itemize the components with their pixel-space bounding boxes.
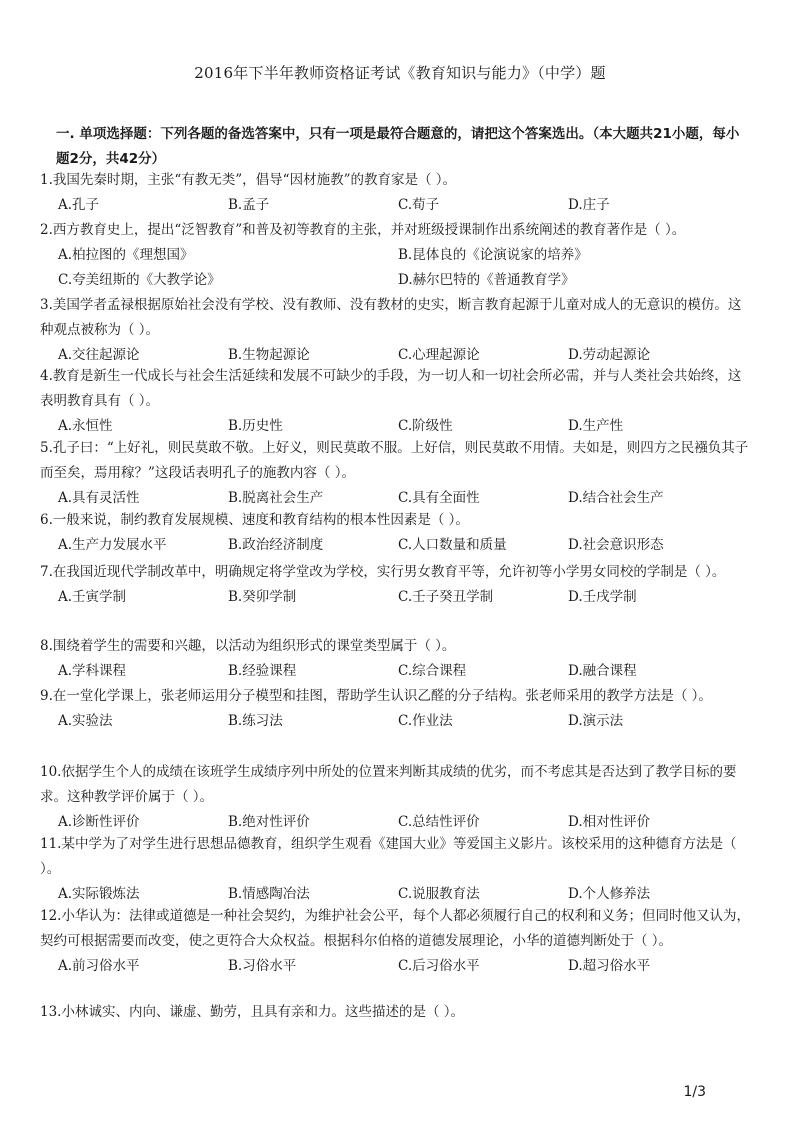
- option-a: A.前习俗水平: [58, 958, 140, 974]
- page-number: 1/3: [683, 1084, 706, 1100]
- option-c: C.总结性评价: [398, 814, 480, 830]
- option-a: A.孔子: [58, 197, 100, 213]
- option-a: A.壬寅学制: [58, 589, 127, 605]
- option-a: A.具有灵活性: [58, 490, 140, 506]
- option-d: D.超习俗水平: [568, 958, 651, 974]
- option-d: D.壬戌学制: [568, 589, 637, 605]
- question-stem: 1.我国先秦时期，主张“有教无类”，倡导“因材施教”的教育家是（ ）。: [40, 172, 457, 188]
- option-c: C.说服教育法: [398, 886, 480, 902]
- options-row: [40, 533, 750, 558]
- option-a: A.生产力发展水平: [58, 537, 167, 553]
- option-d: D.劳动起源论: [568, 347, 651, 363]
- option-a: A.学科课程: [58, 663, 127, 679]
- options-row: [40, 659, 750, 684]
- options-row: [40, 709, 750, 734]
- question-7: [40, 560, 750, 610]
- option-d: D.赫尔巴特的《普通教育学》: [398, 272, 575, 288]
- option-d: D.相对性评价: [568, 814, 651, 830]
- option-c: C.作业法: [398, 713, 453, 729]
- option-c: C.具有全面性: [398, 490, 480, 506]
- option-d: D.融合课程: [568, 663, 637, 679]
- document-title: 2016年下半年教师资格证考试《教育知识与能力》（中学）题: [194, 64, 606, 82]
- option-c: C.人口数量和质量: [398, 537, 507, 553]
- option-b: B.癸卯学制: [228, 589, 297, 605]
- question-stem: 12.小华认为：法律或道德是一种社会契约，为维护社会公平，每个人都必须履行自己的权利和义务；但同时他又认为，契约可根据需要而改变，使之更符合大众权益。根据科尔伯格的道德发展理论，小华的道德判断处于（ ）。: [40, 908, 750, 949]
- options-row: [40, 954, 750, 979]
- question-stem: 9.在一堂化学课上，张老师运用分子模型和挂图，帮助学生认识乙醛的分子结构。张老师采用的教学方法是（ ）。: [40, 688, 712, 704]
- option-d: D.演示法: [568, 713, 624, 729]
- option-b: B.孟子: [228, 197, 270, 213]
- question-6: [40, 508, 750, 558]
- option-c: C.壬子癸丑学制: [398, 589, 494, 605]
- question-stem: 8.围绕着学生的需要和兴趣，以活动为组织形式的课堂类型属于（ ）。: [40, 638, 456, 654]
- option-b: B.习俗水平: [228, 958, 297, 974]
- option-c: C.心理起源论: [398, 347, 480, 363]
- question-2: [40, 218, 750, 293]
- question-5: [40, 436, 750, 511]
- question-11: [40, 832, 750, 907]
- option-b: B.绝对性评价: [228, 814, 310, 830]
- question-stem: 11.某中学为了对学生进行思想品德教育，组织学生观看《建国大业》等爱国主义影片。该校采用的这种德育方法是（ ）。: [40, 836, 737, 877]
- question-stem: 7.在我国近现代学制改革中，明确规定将学堂改为学校，实行男女教育平等，允许初等小学男女同校的学制是（ ）。: [40, 564, 726, 580]
- question-stem: 13.小林诚实、内向、谦虚、勤劳，且具有亲和力。这些描述的是（ ）。: [40, 1004, 465, 1020]
- question-3: [40, 293, 750, 368]
- option-d: D.社会意识形态: [568, 537, 664, 553]
- question-stem: 6.一般来说，制约教育发展规模、速度和教育结构的根本性因素是（ ）。: [40, 512, 469, 528]
- section-heading: 一. 单项选择题：下列各题的备选答案中，只有一项是最符合题意的，请把这个答案选出。（本大题共21小题，每小题2分，共42分）: [56, 126, 740, 167]
- option-c: C.阶级性: [398, 418, 453, 434]
- options-grid: [40, 243, 750, 293]
- options-row: [40, 585, 750, 610]
- option-d: D.结合社会生产: [568, 490, 664, 506]
- option-d: D.个人修养法: [568, 886, 651, 902]
- options-row: [40, 193, 750, 218]
- option-b: B.练习法: [228, 713, 283, 729]
- question-1: [40, 168, 750, 218]
- option-a: A.实验法: [58, 713, 113, 729]
- option-a: A.实际锻炼法: [58, 886, 140, 902]
- question-stem: 5.孔子曰：“上好礼，则民莫敢不敬。上好义，则民莫敢不服。上好信，则民莫敢不用情。夫如是，则四方之民襁负其子而至矣，焉用稼？”这段话表明孔子的施教内容（ ）。: [40, 440, 749, 481]
- option-a: A.交往起源论: [58, 347, 140, 363]
- option-c: C.荀子: [398, 197, 440, 213]
- option-c: C.夸美纽斯的《大教学论》: [58, 272, 221, 288]
- question-stem: 2.西方教育史上，提出“泛智教育”和普及初等教育的主张，并对班级授课制作出系统阐述的教育著作是（ ）。: [40, 222, 686, 238]
- option-b: B.昆体良的《论演说家的培养》: [398, 247, 588, 263]
- option-d: D.庄子: [568, 197, 610, 213]
- question-stem: 10.依据学生个人的成绩在该班学生成绩序列中所处的位置来判断其成绩的优劣，而不考虑其是否达到了教学目标的要求。这种教学评价属于（ ）。: [40, 764, 737, 805]
- question-stem: 3.美国学者孟禄根据原始社会没有学校、没有教师、没有教材的史实，断言教育起源于儿童对成人的无意识的模仿。这种观点被称为（ ）。: [40, 297, 742, 338]
- option-d: D.生产性: [568, 418, 624, 434]
- option-b: B.经验课程: [228, 663, 297, 679]
- option-c: C.综合课程: [398, 663, 467, 679]
- question-13: [40, 1000, 750, 1025]
- question-9: [40, 684, 750, 734]
- option-b: B.脱离社会生产: [228, 490, 324, 506]
- question-4: [40, 364, 750, 439]
- option-c: C.后习俗水平: [398, 958, 480, 974]
- option-b: B.生物起源论: [228, 347, 310, 363]
- option-a: A.诊断性评价: [58, 814, 140, 830]
- option-b: B.政治经济制度: [228, 537, 324, 553]
- question-stem: 4.教育是新生一代成长与社会生活延续和发展不可缺少的手段，为一切人和一切社会所必需，并与人类社会共始终，这表明教育具有（ ）。: [40, 368, 742, 409]
- question-12: [40, 904, 750, 979]
- option-a: A.柏拉图的《理想国》: [58, 247, 194, 263]
- option-b: B.情感陶冶法: [228, 886, 310, 902]
- question-10: [40, 760, 750, 835]
- question-8: [40, 634, 750, 684]
- option-a: A.永恒性: [58, 418, 113, 434]
- option-b: B.历史性: [228, 418, 283, 434]
